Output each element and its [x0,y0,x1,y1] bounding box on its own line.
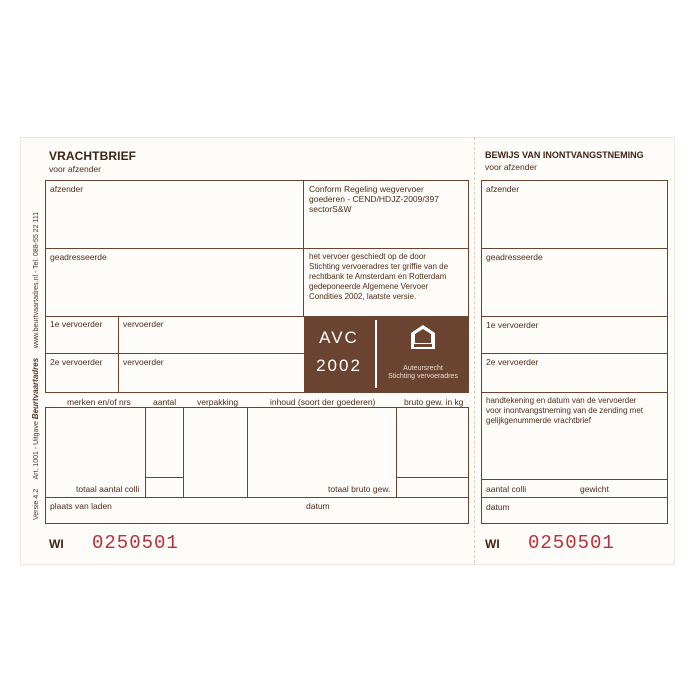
plaats-label: plaats van laden [50,501,112,511]
receipt-subtitle: voor afzender [485,162,537,172]
receipt-number: 0250501 [528,532,615,554]
handtekening-line-3: gelijkgenummerde vrachtbrief [486,416,591,425]
vervoerder-2-label: 2e vervoerder [50,357,103,367]
receipt-wi-label: WI [485,537,500,551]
wi-label: WI [49,537,64,551]
receipt-afzender-label: afzender [486,184,520,194]
receipt-frame [481,180,668,524]
receipt-datum-label: datum [486,502,510,512]
divider [45,353,304,354]
conform-line-2: goederen - CEND/HDJZ-2009/397 [309,194,439,204]
divider [396,407,397,497]
page-title: VRACHTBRIEF [49,149,137,163]
col-aantal: aantal [153,397,177,407]
divider [145,407,146,497]
avc-2002-block [304,316,468,392]
col-merken: merken en/of nrs [67,397,131,407]
version-text: Versie 4.2 [33,488,40,520]
divider [45,248,469,249]
waybill-number: 0250501 [92,532,179,554]
conform-line-1: Conform Regeling wegvervoer [309,184,424,194]
conform-line-3: sectorS&W [309,204,352,214]
totaal-bruto-label: totaal bruto gew. [328,484,391,494]
copyright-line-2: Stichting vervoeradres [388,373,458,380]
vervoer-note-5: Condities 2002, laatste versie. [309,292,417,301]
col-verpakking: verpakking [197,397,239,407]
divider [145,477,183,478]
house-logo-icon [410,324,436,350]
datum-label: datum [306,501,330,511]
vervoer-note-4: gedeponeerde Algemene Vervoer [309,282,429,291]
vervoerder-2-field-label: vervoerder [123,357,164,367]
vervoer-note-1: het vervoer geschiedt op de door [309,252,426,261]
receipt-geadresseerde-label: geadresseerde [486,252,543,262]
avc-label: AVC [319,328,359,347]
receipt-title: BEWIJS VAN INONTVANGSTNEMING [485,150,644,160]
copyright-line-1: Auteursrecht [403,365,443,372]
page-subtitle: voor afzender [49,164,101,174]
vervoer-note-3: rechtbank te Amsterdam en Rotterdam [309,272,447,281]
handtekening-line-2: voor inontvangstneming van de zending met [486,406,643,415]
receipt-gewicht-label: gewicht [580,484,609,494]
handtekening-line-1: handtekening en datum van de vervoerder [486,396,637,405]
col-bruto: bruto gew. in kg [404,397,464,407]
divider [481,353,668,354]
divider [481,248,668,249]
sidebar-publisher-text [31,212,40,520]
receipt-vervoerder-2-label: 2e vervoerder [486,357,539,367]
perforation-line [474,137,475,563]
divider [247,407,248,497]
vervoer-note-2: Stichting vervoeradres ter griffie van de [309,262,449,271]
receipt-aantal-colli-label: aantal colli [486,484,527,494]
divider [183,407,184,497]
divider [396,477,469,478]
brand-text: Beurtvaartadres [31,357,40,420]
divider [45,497,469,498]
col-inhoud: inhoud (soort der goederen) [270,397,376,407]
avc-year: 2002 [316,356,362,375]
avc-divider [375,320,377,388]
divider [45,316,304,317]
divider [481,497,668,498]
article-text: Art. 1001 - Uitgave [33,421,40,480]
geadresseerde-label: geadresseerde [50,252,107,262]
receipt-vervoerder-1-label: 1e vervoerder [486,320,539,330]
contact-text: www.beurtvaartadres.nl - Tel. 088-55 22 111 [33,211,40,349]
divider [481,316,668,317]
divider [481,392,668,393]
vervoerder-1-field-label: vervoerder [123,319,164,329]
divider [481,479,668,480]
vervoerder-1-label: 1e vervoerder [50,319,103,329]
divider [118,316,119,393]
afzender-label: afzender [50,184,84,194]
totaal-colli-label: totaal aantal colli [76,484,140,494]
